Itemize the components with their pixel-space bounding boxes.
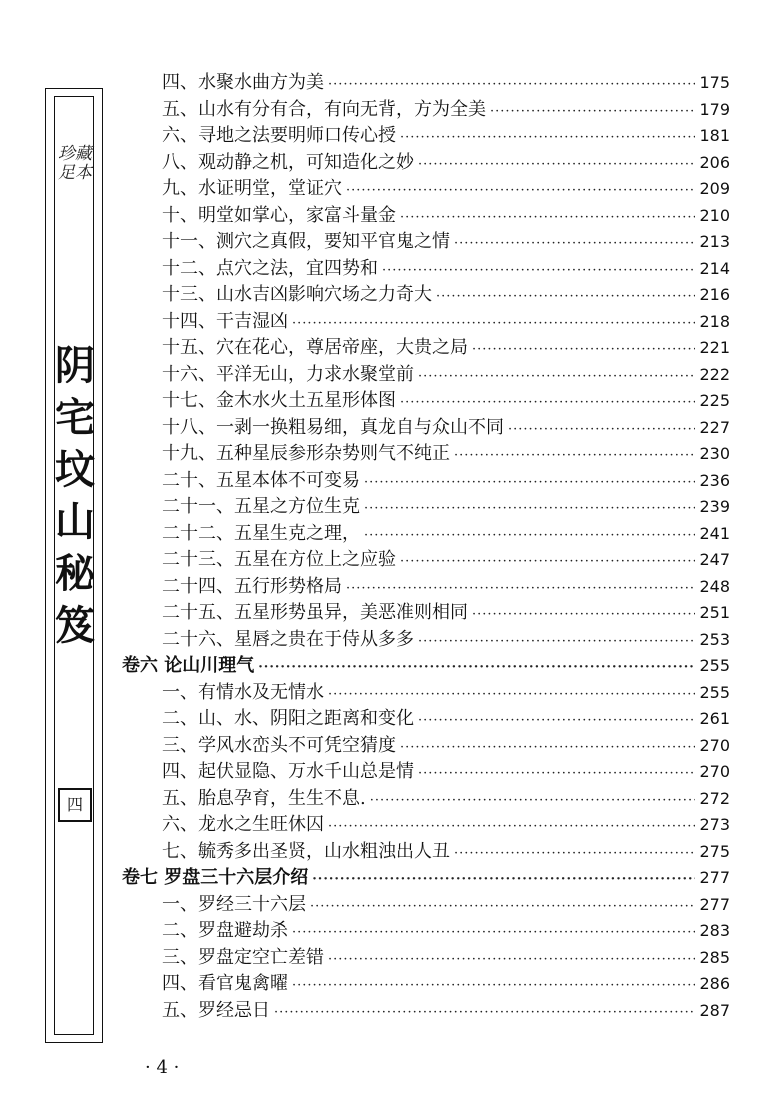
dot-leader xyxy=(328,814,695,840)
toc-title: 四、起伏显隐、万水千山总是情 xyxy=(162,761,414,782)
toc-entry xyxy=(162,123,730,149)
dot-leader xyxy=(364,523,695,549)
toc-page: 210 xyxy=(699,205,730,225)
book-title-vertical xyxy=(52,340,98,652)
toc-page: 221 xyxy=(699,338,730,357)
toc-title: 二十一、五星之方位生克 xyxy=(162,496,360,517)
toc-page: 255 xyxy=(699,656,730,675)
toc-entry xyxy=(162,998,730,1024)
toc-title: 卷六 论山川理气 xyxy=(122,655,255,676)
dot-leader xyxy=(400,205,695,231)
toc-title: 四、看官鬼禽曜 xyxy=(162,973,288,994)
toc-page: 236 xyxy=(699,470,730,490)
toc-entry xyxy=(162,680,730,706)
dot-leader xyxy=(418,152,695,178)
toc-title: 二、罗盘避劫杀 xyxy=(162,920,288,941)
toc-title: 卷七 罗盘三十六层介绍 xyxy=(122,867,309,888)
dot-leader xyxy=(472,602,695,628)
dot-leader xyxy=(418,761,695,787)
toc-page: 270 xyxy=(699,762,730,781)
dot-leader xyxy=(454,443,695,469)
toc-page: 241 xyxy=(699,523,730,543)
toc-entry xyxy=(162,759,730,785)
toc-entry xyxy=(162,203,730,229)
toc-title: 二十五、五星形势虽异，美恶准则相同 xyxy=(162,602,468,623)
toc-entry xyxy=(162,309,730,335)
dot-leader xyxy=(490,99,695,125)
dot-leader xyxy=(292,973,695,999)
title-char: 阴 xyxy=(55,343,95,389)
collection-seal xyxy=(57,145,93,183)
toc-entry xyxy=(162,627,730,653)
dot-leader xyxy=(454,841,695,867)
dot-leader xyxy=(418,364,695,390)
toc-entry xyxy=(162,362,730,388)
dot-leader xyxy=(436,284,695,310)
title-char: 秘 xyxy=(55,551,95,597)
seal-line: 珍藏 xyxy=(58,144,92,164)
dot-leader xyxy=(400,735,695,761)
toc-page: 239 xyxy=(699,497,730,516)
title-char: 宅 xyxy=(55,395,95,441)
toc-chapter xyxy=(122,865,730,891)
toc-entry xyxy=(162,256,730,282)
dot-leader xyxy=(400,125,695,151)
toc-entry xyxy=(162,97,730,123)
toc-title: 十三、山水吉凶影响穴场之力奇大 xyxy=(162,284,432,305)
toc-title: 一、有情水及无情水 xyxy=(162,681,324,703)
dot-leader xyxy=(508,417,695,443)
toc-entry xyxy=(162,335,730,361)
toc-page: 213 xyxy=(699,232,730,251)
dot-leader xyxy=(472,337,695,363)
toc-entry xyxy=(162,918,730,944)
toc-page: 270 xyxy=(699,735,730,755)
dot-leader xyxy=(382,258,695,284)
toc-page: 216 xyxy=(699,285,730,304)
toc-entry xyxy=(162,839,730,865)
toc-page: 181 xyxy=(699,126,730,145)
toc-title: 十一、测穴之真假，要知平官鬼之情 xyxy=(162,231,450,252)
toc-title: 七、毓秀多出圣贤，山水粗浊出人丑 xyxy=(162,840,450,862)
toc-entry xyxy=(162,812,730,838)
dot-leader xyxy=(292,920,695,946)
dot-leader xyxy=(418,629,695,655)
toc-chapter xyxy=(122,653,730,679)
dot-leader xyxy=(274,1000,695,1026)
toc-entry xyxy=(162,892,730,918)
title-char: 笈 xyxy=(55,603,95,649)
toc-page: 272 xyxy=(699,788,730,808)
toc-title: 五、罗经忌日 xyxy=(162,999,270,1021)
toc-entry xyxy=(162,176,730,202)
dot-leader xyxy=(312,867,695,893)
toc-title: 十四、干吉湿凶 xyxy=(162,310,288,332)
toc-page: 277 xyxy=(699,894,730,914)
toc-page: 273 xyxy=(699,815,730,834)
toc-entry xyxy=(162,786,730,812)
toc-page: 218 xyxy=(699,311,730,331)
dot-leader xyxy=(258,655,695,681)
toc-page: 287 xyxy=(699,1000,730,1020)
toc-title: 三、罗盘定空亡差错 xyxy=(162,946,324,968)
toc-title: 六、寻地之法要明师口传心授 xyxy=(162,125,396,146)
dot-leader xyxy=(328,682,695,708)
toc-entry xyxy=(162,415,730,441)
toc-title: 九、水证明堂，堂证穴 xyxy=(162,178,342,199)
toc-title: 一、罗经三十六层 xyxy=(162,893,306,915)
toc-title: 十六、平洋无山，力求水聚堂前 xyxy=(162,363,414,385)
toc-page: 285 xyxy=(699,947,730,967)
toc-page: 248 xyxy=(699,576,730,596)
toc-title: 十八、一剥一换粗易细，真龙自与众山不同 xyxy=(162,416,504,438)
toc-entry xyxy=(162,229,730,255)
toc-page: 206 xyxy=(699,152,730,172)
seal-line: 足本 xyxy=(58,163,92,183)
toc-page: 261 xyxy=(699,709,730,728)
dot-leader xyxy=(370,788,696,814)
toc-page: 222 xyxy=(699,364,730,384)
toc-entry xyxy=(162,468,730,494)
dot-leader xyxy=(346,576,695,602)
toc-entry xyxy=(162,282,730,308)
toc-entry xyxy=(162,441,730,467)
toc-title: 三、学风水峦头不可凭空猜度 xyxy=(162,734,396,756)
toc-title: 十五、穴在花心，尊居帝座，大贵之局 xyxy=(162,337,468,358)
toc-title: 二十二、五星生克之理， xyxy=(162,522,360,544)
toc-page: 175 xyxy=(699,73,730,92)
toc-entry xyxy=(162,70,730,96)
toc-entry xyxy=(162,521,730,547)
toc-title: 二十、五星本体不可变易 xyxy=(162,469,360,491)
dot-leader xyxy=(454,231,695,257)
toc-page: 227 xyxy=(699,417,730,437)
toc-entry xyxy=(162,600,730,626)
toc-entry xyxy=(162,706,730,732)
toc-page: 283 xyxy=(699,921,730,940)
dot-leader xyxy=(310,894,695,920)
dot-leader xyxy=(292,311,695,337)
dot-leader xyxy=(400,390,695,416)
toc-title: 二十四、五行形势格局 xyxy=(162,575,342,597)
toc-page: 209 xyxy=(699,179,730,198)
toc-page: 247 xyxy=(699,550,730,569)
toc-entry xyxy=(162,574,730,600)
toc-entry xyxy=(162,494,730,520)
dot-leader xyxy=(400,549,695,575)
toc-page: 277 xyxy=(699,868,730,887)
toc-title: 八、观动静之机，可知造化之妙 xyxy=(162,151,414,173)
title-char: 山 xyxy=(55,499,95,545)
title-char: 坟 xyxy=(55,447,95,493)
toc-page: 230 xyxy=(699,444,730,463)
toc-page: 251 xyxy=(699,603,730,622)
toc-title: 二、山、水、阴阳之距离和变化 xyxy=(162,708,414,729)
toc-title: 二十六、星唇之贵在于侍从多多 xyxy=(162,628,414,650)
toc-title: 十、明堂如掌心，家富斗量金 xyxy=(162,204,396,226)
dot-leader xyxy=(364,470,695,496)
toc-entry xyxy=(162,945,730,971)
toc-title: 十九、五种星辰参形杂势则气不纯正 xyxy=(162,443,450,464)
toc-page: 275 xyxy=(699,841,730,861)
toc-title: 五、胎息孕育，生生不息. xyxy=(162,787,366,809)
toc-page: 286 xyxy=(699,974,730,993)
toc-title: 十七、金木水火土五星形体图 xyxy=(162,390,396,411)
toc-entry xyxy=(162,150,730,176)
dot-leader xyxy=(328,947,695,973)
dot-leader xyxy=(418,708,695,734)
dot-leader xyxy=(346,178,695,204)
folio-mark: 四 xyxy=(58,788,92,822)
toc-title: 十二、点穴之法，宜四势和 xyxy=(162,257,378,279)
toc-title: 五、山水有分有合，有向无背，方为全美 xyxy=(162,98,486,120)
toc-title: 四、水聚水曲方为美 xyxy=(162,72,324,93)
page-number: · 4 · xyxy=(145,1057,180,1078)
toc-page: 179 xyxy=(699,99,730,119)
toc-entry xyxy=(162,388,730,414)
dot-leader xyxy=(364,496,695,522)
toc-page: 225 xyxy=(699,391,730,410)
toc-page: 214 xyxy=(699,258,730,278)
toc-title: 六、龙水之生旺休囚 xyxy=(162,814,324,835)
dot-leader xyxy=(328,72,695,98)
toc-entry xyxy=(162,733,730,759)
toc-entry xyxy=(162,547,730,573)
toc-page: 253 xyxy=(699,629,730,649)
toc-page: 255 xyxy=(699,682,730,702)
toc-title: 二十三、五星在方位上之应验 xyxy=(162,549,396,570)
toc-entry xyxy=(162,971,730,997)
